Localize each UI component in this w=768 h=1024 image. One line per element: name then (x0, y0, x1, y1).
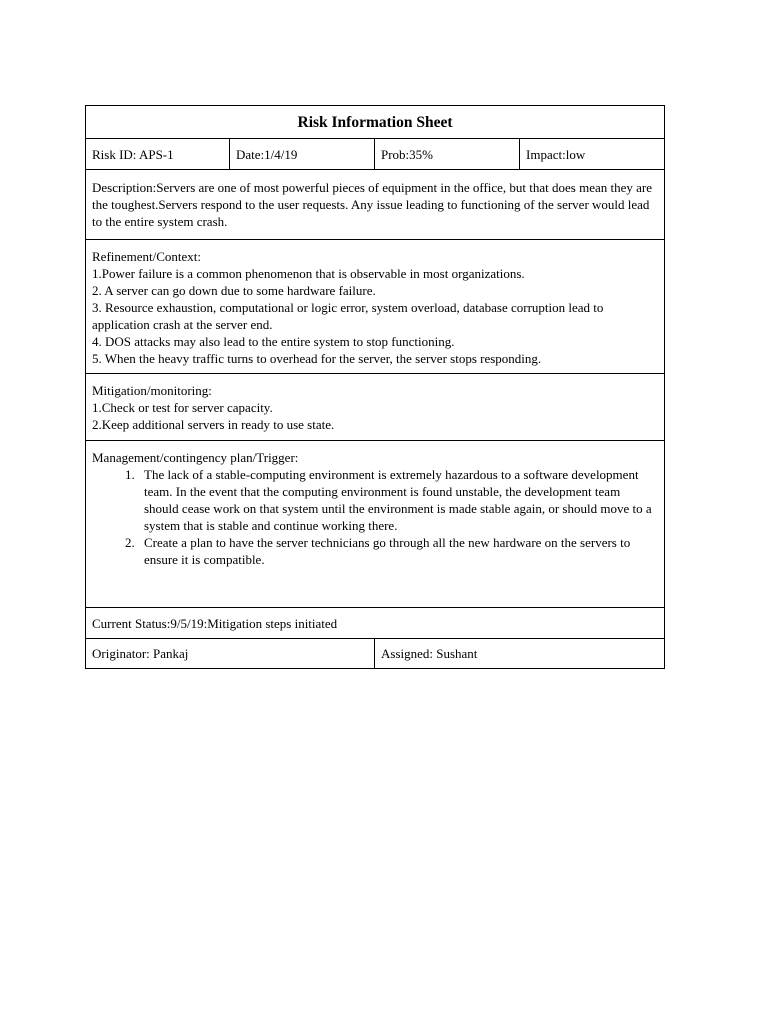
assigned-cell: Assigned: Sushant (375, 639, 665, 669)
refinement-item: 1.Power failure is a common phenomenon that is observable in most organizations. (92, 266, 525, 281)
risk-information-table (85, 105, 665, 669)
description-cell (86, 170, 665, 240)
refinement-heading: Refinement/Context: (92, 249, 202, 264)
refinement-item: 2. A server can go down due to some hardware failure. (92, 283, 376, 298)
description-text: Description:Servers are one of most powerful pieces of equipment in the office, but that does mean they are the toughest.Servers respond to the user requests. Any issue leading to functioning of the server would lead to the entire system crash. (92, 180, 653, 229)
refinement-row (86, 240, 665, 374)
originator-cell: Originator: Pankaj (86, 639, 375, 669)
current-status-cell: Current Status:9/5/19:Mitigation steps initiated (86, 608, 665, 639)
risk-id-cell: Risk ID: APS-1 (86, 139, 230, 170)
management-item: 1. The lack of a stable-computing environment is extremely hazardous to a software development team. In the event that the computing environment is found unstable, the development team should cease work on that system until the environment is made stable again, or should move to a system that is stable and continue working there. (138, 466, 658, 534)
mitigation-cell (86, 374, 665, 441)
description-row (86, 170, 665, 240)
ownership-row (86, 639, 665, 669)
management-list (92, 466, 658, 568)
impact-cell: Impact:low (520, 139, 665, 170)
management-row (86, 441, 665, 608)
mitigation-item: 1.Check or test for server capacity. (92, 400, 273, 415)
sheet-title: Risk Information Sheet (86, 106, 665, 139)
status-row (86, 608, 665, 639)
management-heading: Management/contingency plan/Trigger: (92, 450, 299, 465)
probability-cell: Prob:35% (375, 139, 520, 170)
refinement-item: 3. Resource exhaustion, computational or logic error, system overload, database corruption lead to application crash at the server end. (92, 300, 604, 332)
title-row (86, 106, 665, 139)
mitigation-item: 2.Keep additional servers in ready to use state. (92, 417, 335, 432)
date-cell: Date:1/4/19 (230, 139, 375, 170)
management-item: 2. Create a plan to have the server technicians go through all the new hardware on the servers to ensure it is compatible. (138, 534, 658, 568)
mitigation-row (86, 374, 665, 441)
mitigation-heading: Mitigation/monitoring: (92, 383, 212, 398)
refinement-item: 4. DOS attacks may also lead to the entire system to stop functioning. (92, 334, 455, 349)
meta-row (86, 139, 665, 170)
management-cell (86, 441, 665, 608)
refinement-item: 5. When the heavy traffic turns to overhead for the server, the server stops responding. (92, 351, 542, 366)
refinement-cell (86, 240, 665, 374)
